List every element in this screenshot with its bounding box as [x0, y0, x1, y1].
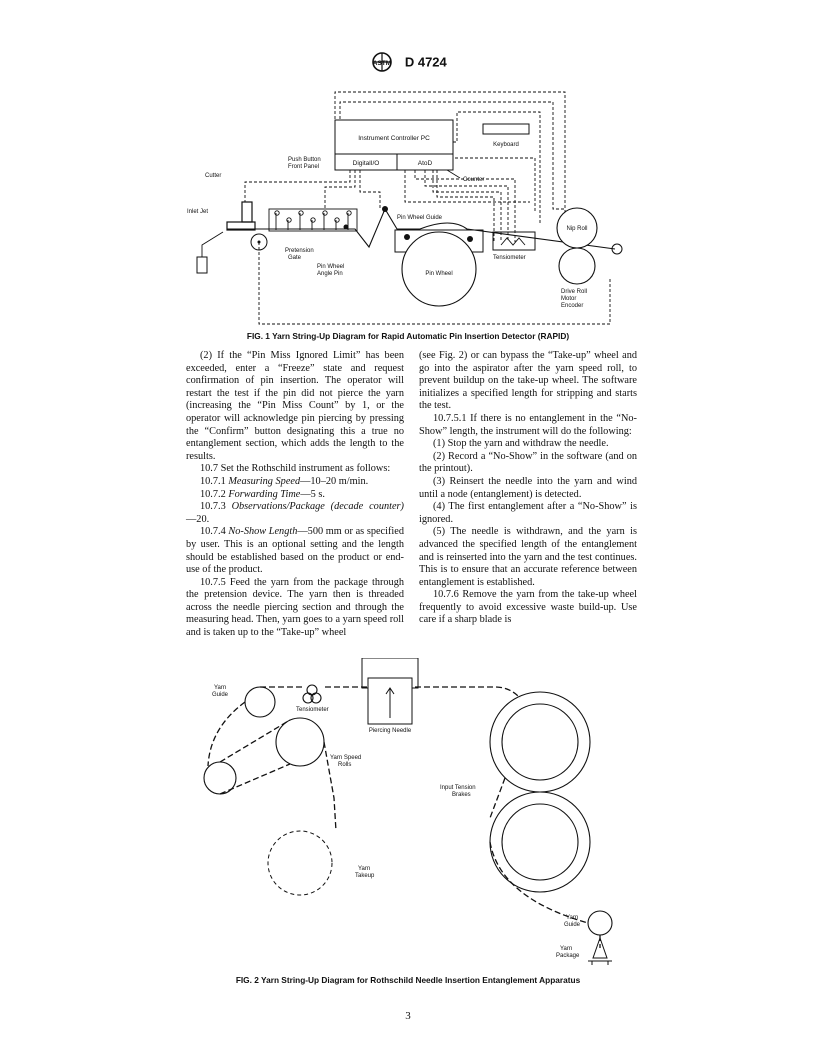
- fig2-label-takeup-b: Takeup: [355, 873, 375, 879]
- fig2-label-input-brakes-b: Brakes: [452, 792, 471, 798]
- document-header: [0, 52, 816, 72]
- page-number: 3: [405, 1010, 411, 1022]
- figure-1-caption: FIG. 1 Yarn String-Up Diagram for Rapid Automatic Pin Insertion Detector (RAPID): [246, 331, 570, 341]
- list-item: (1) Stop the yarn and withdraw the needle.: [433, 438, 609, 450]
- fig1-label-counter: Counter: [463, 177, 485, 183]
- paragraph: 10.7.5 Feed the yarn from the package through the pretension device. The yarn then is threaded across the needle piercing section and through the measuring head. Then, yarn goes to a yarn speed roll and is taken up to the “Take-up” wheel: [186, 576, 404, 639]
- fig1-label-front-panel: Front Panel: [288, 164, 320, 170]
- fig2-label-speed-rolls: Yarn Speed: [330, 755, 362, 761]
- figure-1-diagram: [185, 82, 635, 328]
- fig1-label-pin-wheel-guide: Pin Wheel Guide: [397, 215, 443, 221]
- astm-logo: [369, 52, 395, 72]
- fig1-label-digital-io: DigitalI/O: [352, 160, 380, 167]
- figure-2-caption: FIG. 2 Yarn String-Up Diagram for Rothschild Needle Insertion Entanglement Apparatus: [235, 975, 581, 985]
- figure-2-diagram: [200, 658, 620, 978]
- paragraph: (2) If the “Pin Miss Ignored Limit” has been exceeded, enter a “Freeze” state and request confirmation of pin insertion. The operator will restart the test if the pin did not pierce the yarn (increasing the “Pin Miss Count” by 1, or the operator will acknowledge pin piercing by pressing the “Confirm” button designating this a true no entanglement section, which adds the length to the results.: [186, 350, 404, 462]
- list-item: (2) Record a “No-Show” in the software (and on the printout).: [419, 450, 637, 475]
- fig2-label-yarn-guide-1b: Guide: [212, 692, 229, 698]
- setting-item: 10.7.2 Forwarding Time—5 s.: [200, 488, 325, 500]
- list-item: (3) Reinsert the needle into the yarn and wind until a node (entanglement) is detected.: [419, 475, 637, 500]
- fig1-label-controller: Instrument Controller PC: [358, 135, 430, 142]
- logo-text: ASTM: [373, 60, 392, 67]
- paragraph: 10.7 Set the Rothschild instrument as follows:: [200, 463, 391, 475]
- fig1-label-motor: Motor: [561, 296, 577, 302]
- fig2-label-yarn-guide-1: Yarn: [214, 685, 227, 691]
- fig2-label-takeup: Yarn: [358, 866, 371, 872]
- fig1-label-nip-roll: Nip Roll: [566, 226, 588, 232]
- designation: D 4724: [404, 54, 447, 70]
- fig1-label-inlet-jet: Inlet Jet: [187, 209, 209, 215]
- fig1-label-tensiometer: Tensiometer: [493, 255, 526, 261]
- fig2-label-package-b: Package: [556, 953, 580, 959]
- fig1-label-push-button: Push Button: [288, 157, 321, 163]
- list-item: (5) The needle is withdrawn, and the yarn is advanced the specified length of the entanglement and is reinserted into the yarn and the test continues. This is to ensure that an accurate reference between entanglement is established.: [419, 526, 637, 588]
- fig1-label-pin-wheel-angle: Pin Wheel: [317, 264, 345, 270]
- list-item: (4) The first entanglement after a “No-Show” is ignored.: [419, 501, 637, 525]
- paragraph: 10.7.6 Remove the yarn from the take-up wheel frequently to avoid excessive waste build-up. Use care if a sharp blade is: [419, 589, 637, 626]
- fig2-label-yarn-guide-2b: Guide: [564, 922, 581, 928]
- setting-item: 10.7.1 Measuring Speed—10–20 m/min.: [200, 475, 369, 487]
- fig1-label-angle-pin: Angle Pin: [317, 271, 343, 277]
- fig1-label-pin-wheel: Pin Wheel: [425, 271, 453, 277]
- fig1-label-keyboard: Keyboard: [493, 142, 519, 148]
- left-column: [186, 350, 404, 640]
- paragraph: (see Fig. 2) or can bypass the “Take-up” wheel and go into the aspirator after the yarn speed roll, to prevent buildup on the take-up wheel. The software initializes a specified length for stripping and starts the test.: [419, 350, 637, 412]
- setting-item: 10.7.3 Observations/Package (decade counter)—20.: [186, 501, 404, 525]
- fig1-label-cutter: Cutter: [205, 173, 222, 179]
- fig2-label-tensiometer: Tensiometer: [296, 707, 329, 713]
- fig1-label-atod: AtoD: [417, 160, 433, 167]
- fig2-label-piercing-needle: Piercing Needle: [368, 728, 412, 734]
- fig2-label-yarn-guide-2: Yarn: [566, 915, 579, 921]
- right-column: [419, 350, 637, 627]
- paragraph: 10.7.5.1 If there is no entanglement in the “No-Show” length, the instrument will do the following:: [419, 412, 637, 437]
- setting-item: 10.7.4 No-Show Length—500 mm or as specified by user. This is an optional setting and the length should be established based on the product or end-use of the product.: [186, 526, 404, 576]
- fig2-label-input-brakes: Input Tension: [440, 785, 476, 791]
- fig1-label-drive-roll: Drive Roll: [561, 289, 588, 295]
- fig1-label-encoder: Encoder: [561, 303, 584, 309]
- fig2-label-speed-rolls-b: Rolls: [338, 762, 352, 768]
- fig1-label-gate: Gate: [288, 255, 302, 261]
- fig1-label-pretension: Pretension: [285, 248, 314, 254]
- fig2-label-package: Yarn: [560, 946, 573, 952]
